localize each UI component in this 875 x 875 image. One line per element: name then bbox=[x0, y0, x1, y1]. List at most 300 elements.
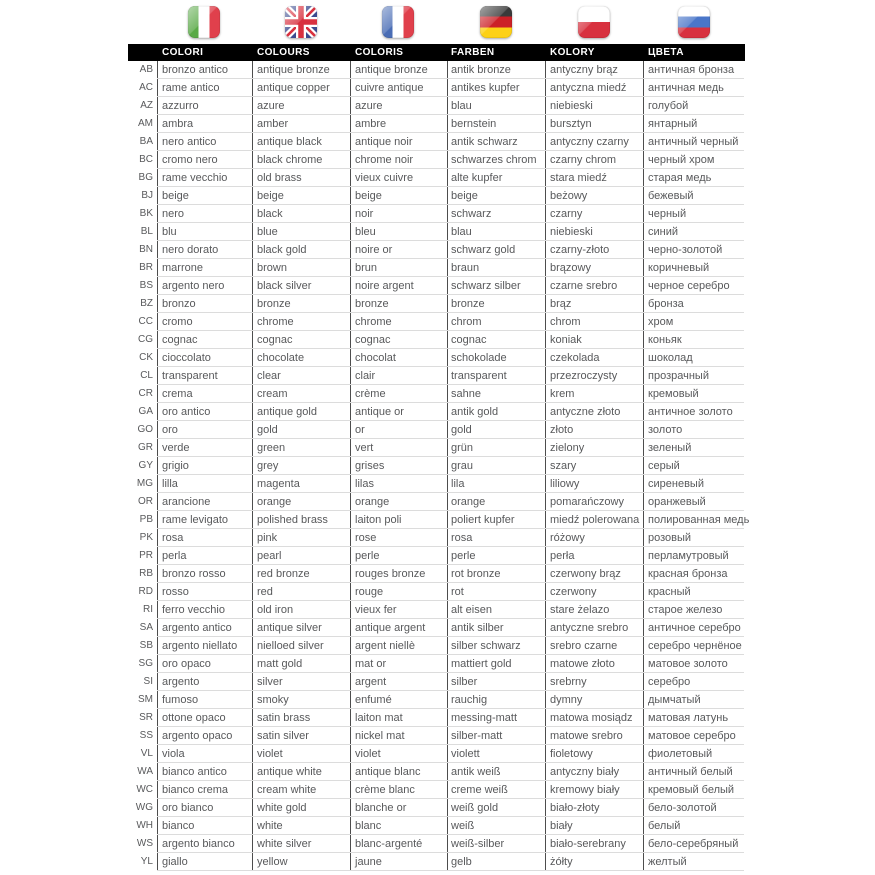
color-name-russian: черный хром bbox=[648, 154, 715, 166]
color-name-polish: biało-serebrany bbox=[550, 838, 626, 850]
color-name-polish: czarne srebro bbox=[550, 280, 618, 292]
color-name-italian: argento opaco bbox=[162, 730, 233, 742]
color-name-italian: viola bbox=[162, 748, 185, 760]
table-row bbox=[128, 295, 848, 313]
color-name-french: violet bbox=[355, 748, 381, 760]
color-name-russian: хром bbox=[648, 316, 674, 328]
color-name-english: violet bbox=[257, 748, 283, 760]
table-row bbox=[128, 853, 848, 871]
color-name-german: schwarz bbox=[451, 208, 492, 220]
color-name-english: satin brass bbox=[257, 712, 311, 724]
color-name-polish: brąz bbox=[550, 298, 572, 310]
color-name-italian: ambra bbox=[162, 118, 194, 130]
color-name-italian: nero antico bbox=[162, 136, 217, 148]
color-name-english: antique silver bbox=[257, 622, 322, 634]
color-name-german: rauchig bbox=[451, 694, 488, 706]
color-name-russian: античное золото bbox=[648, 406, 733, 418]
table-row bbox=[128, 313, 848, 331]
color-code: WS bbox=[136, 838, 153, 849]
color-name-french: enfumé bbox=[355, 694, 392, 706]
color-name-italian: rosa bbox=[162, 532, 184, 544]
color-name-polish: antyczne złoto bbox=[550, 406, 621, 418]
table-row bbox=[128, 187, 848, 205]
color-name-french: blanc-argenté bbox=[355, 838, 423, 850]
table-row bbox=[128, 421, 848, 439]
color-name-french: grises bbox=[355, 460, 385, 472]
color-name-german: sahne bbox=[451, 388, 481, 400]
color-name-english: amber bbox=[257, 118, 289, 130]
color-code: BJ bbox=[141, 190, 153, 201]
table-row bbox=[128, 133, 848, 151]
color-name-russian: старое железо bbox=[648, 604, 723, 616]
color-name-italian: cognac bbox=[162, 334, 198, 346]
color-name-polish: matowa mosiądz bbox=[550, 712, 633, 724]
color-name-polish: brązowy bbox=[550, 262, 591, 274]
color-code: WG bbox=[135, 802, 153, 813]
color-name-russian: полированная медь bbox=[648, 514, 750, 526]
color-name-russian: бело-серебряный bbox=[648, 838, 739, 850]
color-name-german: antik weiß bbox=[451, 766, 501, 778]
color-code: SM bbox=[138, 694, 153, 705]
color-name-german: grün bbox=[451, 442, 474, 454]
color-code: CG bbox=[138, 334, 153, 345]
color-name-italian: argento antico bbox=[162, 622, 232, 634]
color-name-italian: azzurro bbox=[162, 100, 199, 112]
color-name-russian: черно-золотой bbox=[648, 244, 723, 256]
color-name-french: blanche or bbox=[355, 802, 407, 814]
color-name-french: bleu bbox=[355, 226, 376, 238]
table-row bbox=[128, 601, 848, 619]
color-name-italian: rosso bbox=[162, 586, 189, 598]
color-name-polish: czarny-złoto bbox=[550, 244, 610, 256]
color-name-russian: матовое серебро bbox=[648, 730, 736, 742]
color-code: SB bbox=[139, 640, 153, 651]
color-name-russian: розовый bbox=[648, 532, 692, 544]
color-code: BC bbox=[139, 154, 153, 165]
color-code: SR bbox=[139, 712, 153, 723]
color-code: AC bbox=[139, 82, 153, 93]
table-row bbox=[128, 97, 848, 115]
color-name-german: blau bbox=[451, 100, 472, 112]
color-name-italian: rame levigato bbox=[162, 514, 229, 526]
header-farben: FARBEN bbox=[451, 47, 495, 58]
color-name-german: silber schwarz bbox=[451, 640, 521, 652]
color-name-english: nielloed silver bbox=[257, 640, 324, 652]
color-code: GO bbox=[137, 424, 153, 435]
color-name-german: bronze bbox=[451, 298, 485, 310]
table-row bbox=[128, 349, 848, 367]
color-name-german: perle bbox=[451, 550, 476, 562]
color-name-german: poliert kupfer bbox=[451, 514, 515, 526]
color-code: VL bbox=[140, 748, 153, 759]
color-name-german: gelb bbox=[451, 856, 472, 868]
color-name-russian: синий bbox=[648, 226, 679, 238]
color-name-polish: różowy bbox=[550, 532, 585, 544]
color-name-italian: perla bbox=[162, 550, 187, 562]
color-name-polish: stara miedź bbox=[550, 172, 607, 184]
color-code: AB bbox=[139, 64, 153, 75]
color-code: SI bbox=[143, 676, 153, 687]
color-name-polish: miedź polerowana bbox=[550, 514, 640, 526]
color-name-french: vieux fer bbox=[355, 604, 397, 616]
color-code: CR bbox=[138, 388, 153, 399]
color-name-english: polished brass bbox=[257, 514, 328, 526]
color-name-italian: oro antico bbox=[162, 406, 211, 418]
table-row bbox=[128, 385, 848, 403]
color-name-french: or bbox=[355, 424, 365, 436]
color-name-english: brown bbox=[257, 262, 287, 274]
table-row bbox=[128, 691, 848, 709]
color-name-french: antique noir bbox=[355, 136, 413, 148]
table-row bbox=[128, 547, 848, 565]
color-name-polish: biały bbox=[550, 820, 573, 832]
color-name-german: braun bbox=[451, 262, 480, 274]
color-name-german: silber bbox=[451, 676, 478, 688]
color-code: BS bbox=[139, 280, 153, 291]
color-name-french: lilas bbox=[355, 478, 374, 490]
color-name-polish: czekolada bbox=[550, 352, 600, 364]
color-name-russian: бежевый bbox=[648, 190, 694, 202]
color-code: GA bbox=[138, 406, 153, 417]
color-name-english: green bbox=[257, 442, 286, 454]
color-name-polish: beżowy bbox=[550, 190, 588, 202]
color-name-german: bernstein bbox=[451, 118, 497, 130]
color-name-french: antique bronze bbox=[355, 64, 428, 76]
color-name-french: brun bbox=[355, 262, 378, 274]
color-code: PB bbox=[139, 514, 153, 525]
color-name-french: rose bbox=[355, 532, 377, 544]
table-row bbox=[128, 493, 848, 511]
table-row bbox=[128, 241, 848, 259]
color-code: RB bbox=[139, 568, 153, 579]
color-name-english: gold bbox=[257, 424, 278, 436]
color-name-english: chocolate bbox=[257, 352, 305, 364]
color-name-english: white gold bbox=[257, 802, 307, 814]
color-name-french: noir bbox=[355, 208, 374, 220]
table-row bbox=[128, 835, 848, 853]
color-name-german: violett bbox=[451, 748, 480, 760]
table-row bbox=[128, 673, 848, 691]
table-row bbox=[128, 817, 848, 835]
color-name-italian: argento bbox=[162, 676, 200, 688]
color-code: AM bbox=[138, 118, 153, 129]
color-name-french: rouge bbox=[355, 586, 384, 598]
color-name-italian: fumoso bbox=[162, 694, 199, 706]
color-name-polish: złoto bbox=[550, 424, 574, 436]
color-name-polish: przezroczysty bbox=[550, 370, 618, 382]
color-name-english: pearl bbox=[257, 550, 282, 562]
color-name-italian: bianco crema bbox=[162, 784, 229, 796]
header-colours: COLOURS bbox=[257, 47, 310, 58]
color-code: BR bbox=[139, 262, 153, 273]
color-name-german: alt eisen bbox=[451, 604, 492, 616]
color-name-french: rouges bronze bbox=[355, 568, 426, 580]
color-name-polish: niebieski bbox=[550, 100, 593, 112]
color-code: MG bbox=[136, 478, 153, 489]
color-name-polish: czerwony brąz bbox=[550, 568, 621, 580]
color-name-polish: liliowy bbox=[550, 478, 580, 490]
color-name-german: antik bronze bbox=[451, 64, 511, 76]
table-row bbox=[128, 367, 848, 385]
color-name-italian: nero dorato bbox=[162, 244, 219, 256]
color-name-italian: oro bianco bbox=[162, 802, 214, 814]
color-name-russian: сиреневый bbox=[648, 478, 704, 490]
color-code: CL bbox=[140, 370, 153, 381]
color-name-italian: argento bianco bbox=[162, 838, 235, 850]
color-code: GY bbox=[138, 460, 153, 471]
color-name-polish: czarny bbox=[550, 208, 583, 220]
color-name-french: chrome noir bbox=[355, 154, 414, 166]
color-name-german: schwarz gold bbox=[451, 244, 516, 256]
color-code: AZ bbox=[140, 100, 153, 111]
color-name-german: transparent bbox=[451, 370, 507, 382]
color-name-russian: дымчатый bbox=[648, 694, 701, 706]
color-code: BL bbox=[140, 226, 153, 237]
color-name-italian: oro opaco bbox=[162, 658, 211, 670]
color-name-italian: nero bbox=[162, 208, 185, 220]
table-row bbox=[128, 169, 848, 187]
color-name-russian: серебро bbox=[648, 676, 691, 688]
color-name-german: blau bbox=[451, 226, 472, 238]
color-name-russian: голубой bbox=[648, 100, 689, 112]
color-name-english: black chrome bbox=[257, 154, 323, 166]
color-name-italian: lilla bbox=[162, 478, 178, 490]
color-name-english: cognac bbox=[257, 334, 293, 346]
color-name-russian: античный черный bbox=[648, 136, 739, 148]
color-name-italian: bianco bbox=[162, 820, 195, 832]
color-name-russian: старая медь bbox=[648, 172, 712, 184]
color-name-polish: antyczna miedź bbox=[550, 82, 627, 94]
color-name-english: black gold bbox=[257, 244, 307, 256]
color-name-russian: античное серебро bbox=[648, 622, 741, 634]
color-code: SA bbox=[139, 622, 153, 633]
color-name-french: antique blanc bbox=[355, 766, 421, 778]
color-name-polish: fioletowy bbox=[550, 748, 593, 760]
color-name-english: white bbox=[257, 820, 283, 832]
color-name-english: black silver bbox=[257, 280, 312, 292]
color-name-english: white silver bbox=[257, 838, 312, 850]
color-name-italian: verde bbox=[162, 442, 190, 454]
color-name-russian: перламутровый bbox=[648, 550, 729, 562]
color-name-french: ambre bbox=[355, 118, 387, 130]
color-name-russian: черное серебро bbox=[648, 280, 730, 292]
color-name-french: crème blanc bbox=[355, 784, 415, 796]
color-name-italian: bianco antico bbox=[162, 766, 227, 778]
color-name-german: orange bbox=[451, 496, 486, 508]
color-name-french: noire argent bbox=[355, 280, 414, 292]
table-row bbox=[128, 727, 848, 745]
color-name-russian: кремовый белый bbox=[648, 784, 735, 796]
color-name-russian: красный bbox=[648, 586, 691, 598]
color-name-german: antik gold bbox=[451, 406, 499, 418]
color-name-french: vert bbox=[355, 442, 374, 454]
color-name-italian: giallo bbox=[162, 856, 188, 868]
color-name-russian: зеленый bbox=[648, 442, 692, 454]
table-row bbox=[128, 799, 848, 817]
color-code: RI bbox=[143, 604, 153, 615]
table-row bbox=[128, 223, 848, 241]
color-code: PK bbox=[139, 532, 153, 543]
row-divider bbox=[157, 870, 744, 871]
color-name-french: cuivre antique bbox=[355, 82, 424, 94]
color-name-english: cream white bbox=[257, 784, 317, 796]
color-name-french: clair bbox=[355, 370, 376, 382]
color-name-italian: ferro vecchio bbox=[162, 604, 225, 616]
table-row bbox=[128, 781, 848, 799]
color-name-russian: прозрачный bbox=[648, 370, 709, 382]
color-name-french: laiton mat bbox=[355, 712, 403, 724]
color-name-french: chrome bbox=[355, 316, 392, 328]
table-row bbox=[128, 565, 848, 583]
color-name-french: nickel mat bbox=[355, 730, 405, 742]
color-name-english: pink bbox=[257, 532, 278, 544]
table-row bbox=[128, 277, 848, 295]
table-row bbox=[128, 475, 848, 493]
color-name-polish: koniak bbox=[550, 334, 582, 346]
color-name-german: weiß gold bbox=[451, 802, 499, 814]
color-name-english: blue bbox=[257, 226, 278, 238]
color-name-french: bronze bbox=[355, 298, 389, 310]
color-name-german: weiß bbox=[451, 820, 475, 832]
color-name-english: bronze bbox=[257, 298, 291, 310]
color-name-french: beige bbox=[355, 190, 382, 202]
color-name-german: antik silber bbox=[451, 622, 504, 634]
color-code: BK bbox=[139, 208, 153, 219]
color-code: SS bbox=[139, 730, 153, 741]
color-name-italian: transparent bbox=[162, 370, 218, 382]
color-name-russian: янтарный bbox=[648, 118, 698, 130]
color-name-german: creme weiß bbox=[451, 784, 508, 796]
color-name-french: laiton poli bbox=[355, 514, 402, 526]
color-name-italian: oro bbox=[162, 424, 178, 436]
color-name-french: perle bbox=[355, 550, 380, 562]
color-name-german: cognac bbox=[451, 334, 487, 346]
color-name-russian: коньяк bbox=[648, 334, 682, 346]
color-name-german: messing-matt bbox=[451, 712, 518, 724]
color-name-russian: черный bbox=[648, 208, 687, 220]
table-row bbox=[128, 439, 848, 457]
color-name-english: smoky bbox=[257, 694, 289, 706]
color-name-polish: krem bbox=[550, 388, 575, 400]
color-code: BZ bbox=[140, 298, 153, 309]
color-name-english: grey bbox=[257, 460, 279, 472]
color-name-english: cream bbox=[257, 388, 288, 400]
color-name-italian: bronzo bbox=[162, 298, 196, 310]
color-code: CK bbox=[139, 352, 153, 363]
color-name-german: rot bronze bbox=[451, 568, 501, 580]
color-name-russian: желтый bbox=[648, 856, 687, 868]
color-name-english: orange bbox=[257, 496, 292, 508]
color-code: GR bbox=[138, 442, 153, 453]
table-row bbox=[128, 79, 848, 97]
table-row bbox=[128, 637, 848, 655]
color-name-italian: cromo bbox=[162, 316, 193, 328]
color-name-russian: шоколад bbox=[648, 352, 693, 364]
color-name-german: schokolade bbox=[451, 352, 507, 364]
color-code: RD bbox=[138, 586, 153, 597]
table-row bbox=[128, 763, 848, 781]
color-name-polish: matowe złoto bbox=[550, 658, 615, 670]
color-name-polish: antyczny biały bbox=[550, 766, 620, 778]
color-name-english: chrome bbox=[257, 316, 294, 328]
table-row bbox=[128, 61, 848, 79]
color-name-polish: kremowy biały bbox=[550, 784, 620, 796]
table-row bbox=[128, 205, 848, 223]
table-row bbox=[128, 511, 848, 529]
color-name-english: red bbox=[257, 586, 273, 598]
color-name-german: antik schwarz bbox=[451, 136, 518, 148]
color-name-english: yellow bbox=[257, 856, 288, 868]
color-name-german: antikes kupfer bbox=[451, 82, 520, 94]
color-name-french: chocolat bbox=[355, 352, 396, 364]
table-row bbox=[128, 151, 848, 169]
color-name-german: weiß-silber bbox=[451, 838, 505, 850]
color-name-german: beige bbox=[451, 190, 478, 202]
header-coloris: COLORIS bbox=[355, 47, 404, 58]
table-row bbox=[128, 331, 848, 349]
color-name-italian: grigio bbox=[162, 460, 189, 472]
color-name-italian: rame vecchio bbox=[162, 172, 228, 184]
color-name-polish: antyczny czarny bbox=[550, 136, 629, 148]
color-name-russian: серый bbox=[648, 460, 680, 472]
color-name-russian: коричневый bbox=[648, 262, 710, 274]
color-name-russian: античный белый bbox=[648, 766, 733, 778]
table-row bbox=[128, 583, 848, 601]
table-row bbox=[128, 259, 848, 277]
color-name-polish: srebro czarne bbox=[550, 640, 618, 652]
color-name-french: cognac bbox=[355, 334, 391, 346]
color-name-english: azure bbox=[257, 100, 285, 112]
color-code: WH bbox=[136, 820, 153, 831]
color-name-english: satin silver bbox=[257, 730, 309, 742]
color-name-polish: matowe srebro bbox=[550, 730, 623, 742]
color-code: SG bbox=[138, 658, 153, 669]
color-name-german: grau bbox=[451, 460, 474, 472]
color-name-polish: chrom bbox=[550, 316, 581, 328]
color-code: PR bbox=[139, 550, 153, 561]
color-name-russian: белый bbox=[648, 820, 681, 832]
color-name-italian: beige bbox=[162, 190, 189, 202]
color-name-russian: золото bbox=[648, 424, 683, 436]
color-name-polish: srebrny bbox=[550, 676, 587, 688]
color-name-russian: красная бронза bbox=[648, 568, 728, 580]
color-name-italian: blu bbox=[162, 226, 177, 238]
table-row bbox=[128, 709, 848, 727]
color-name-english: black bbox=[257, 208, 283, 220]
color-name-italian: rame antico bbox=[162, 82, 220, 94]
table-row bbox=[128, 619, 848, 637]
color-name-english: antique bronze bbox=[257, 64, 330, 76]
color-name-french: jaune bbox=[355, 856, 382, 868]
color-name-italian: argento niellato bbox=[162, 640, 238, 652]
color-name-italian: cioccolato bbox=[162, 352, 211, 364]
color-name-german: schwarz silber bbox=[451, 280, 521, 292]
color-name-russian: матовое золото bbox=[648, 658, 728, 670]
color-name-english: silver bbox=[257, 676, 283, 688]
table-row bbox=[128, 745, 848, 763]
color-name-english: matt gold bbox=[257, 658, 303, 670]
color-name-polish: żółty bbox=[550, 856, 573, 868]
color-name-russian: бело-золотой bbox=[648, 802, 717, 814]
color-name-english: red bronze bbox=[257, 568, 310, 580]
color-name-polish: bursztyn bbox=[550, 118, 592, 130]
color-name-german: rot bbox=[451, 586, 464, 598]
color-name-italian: bronzo rosso bbox=[162, 568, 226, 580]
color-name-polish: antyczne srebro bbox=[550, 622, 629, 634]
color-name-english: antique gold bbox=[257, 406, 317, 418]
color-name-french: azure bbox=[355, 100, 383, 112]
color-code: BN bbox=[139, 244, 153, 255]
